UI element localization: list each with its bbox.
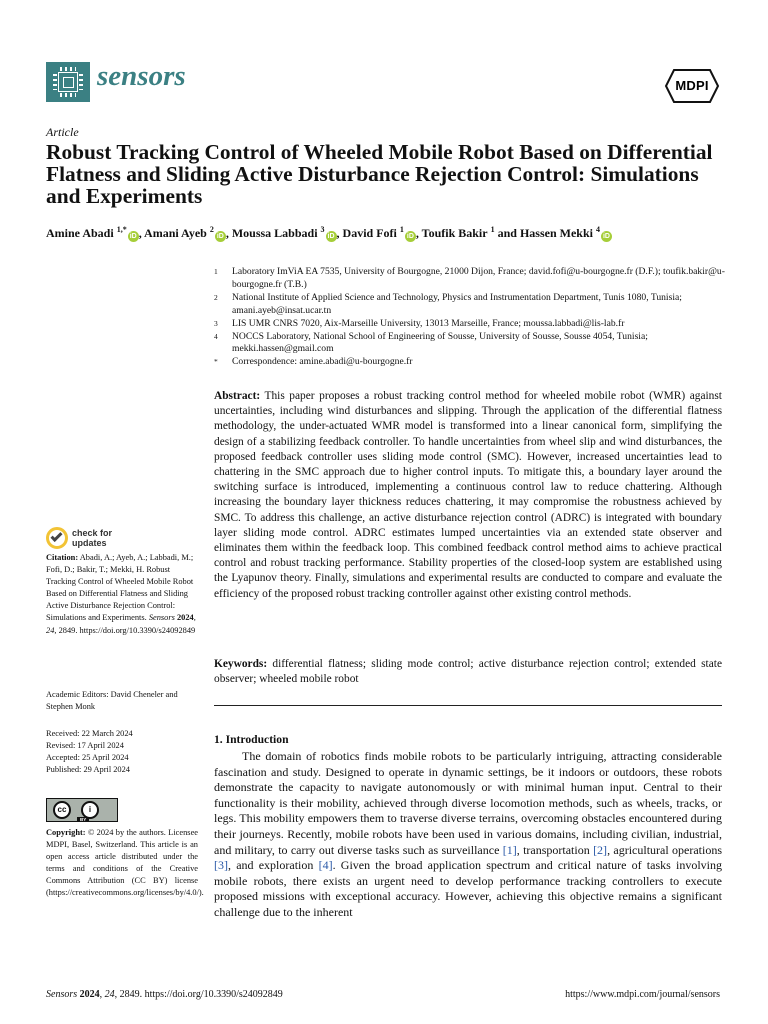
author-list — [46, 226, 746, 242]
body-text: , transportation — [516, 842, 594, 857]
academic-editors: Academic Editors: David Cheneler and Stephen Monk — [46, 690, 178, 712]
author-name[interactable]: Toufik Bakir — [421, 226, 488, 240]
by-label: BY — [77, 817, 89, 822]
section-heading-introduction: 1. Introduction — [214, 733, 289, 746]
introduction-body — [214, 749, 722, 921]
citation-year: 2024 — [176, 613, 194, 623]
affiliations — [214, 266, 734, 369]
abstract-text: This paper proposes a robust tracking control method for wheeled mobile robot (WMR) against uncertainties, including wind disturbances and slipping. Through the application of the differential flatness methodology, the under-actuated WMR model is transformed into a linear canonical form, simplifying the design of a stabilizing feedback controller. To handle uncertainties from wheel slip and wind disturbances, the proposed feedback controller uses sliding mode control (SMC). However, increased uncertainties lead to chattering in the SMC approach due to higher control inputs. To mitigate this, a boundary layer around the switching surface is introduced, implementing a continuous control law to reduce chattering. Although increasing the boundary layer thickness reduces chattering, it may compromise the robustness achieved by SMC. To address this challenge, an active disturbance rejection control (ADRC) is integrated with boundary layer sliding mode control. ADRC estimates lumped uncertainties via an extended state observer and eliminates them within the feedback loop. This combined feedback control method aims to achieve practical control and robust tracking performance. Stability properties of the closed-loop system are established using the Lyapunov theory. Finally, simulations and experimental results are conducted to compare and evaluate the efficiency of the proposed robust tracking controller against other existing control methods. — [214, 390, 722, 600]
author-separator: , — [336, 226, 343, 240]
footer-volume: 24 — [104, 989, 115, 1000]
article-type: Article — [46, 125, 79, 139]
citation-journal: Sensors — [148, 613, 175, 623]
author-separator: , — [415, 226, 422, 240]
body-text: , and exploration — [228, 858, 319, 873]
affiliation-item — [214, 318, 734, 331]
keywords-label: Keywords: — [214, 658, 268, 670]
author-affil-sup: 4 — [595, 225, 600, 234]
body-text: The domain of robotics finds mobile robots to be particularly intriguing, attracting considerable fascination and study. Designed to operate in dynamic settings, be it indoors or outdoors, these robots demonstrate the capacity to navigate autonomously or with minimal human input. Central to their functionality is their mobility, achieved through diverse locomotion methods, such as wheels, tracks, or legs. This mobility empowers them to traverse diverse terrains, overcoming obstacles encountered during their journeys. Recently, mobile robots have been used in various domains, including civilian, industrial, and military, to carry out diverse tasks such as surveillance — [214, 749, 722, 857]
publisher-name: MDPI — [675, 78, 709, 93]
affiliation-item — [214, 331, 734, 357]
keywords — [214, 657, 722, 687]
author-affil-sup: 3 — [320, 225, 325, 234]
orcid-icon[interactable]: iD — [406, 233, 414, 240]
citation-doi-link[interactable]: , 2849. https://doi.org/10.3390/s24092849 — [54, 625, 196, 635]
check-for-updates-button[interactable] — [46, 527, 156, 549]
affiliation-item — [214, 292, 734, 318]
copyright-label: Copyright: — [46, 828, 86, 837]
affiliation-number: 2 — [214, 292, 218, 302]
citation-volume: 24 — [46, 625, 55, 635]
check-updates-label — [72, 528, 112, 548]
body-text: . Given the broad application spectrum and critical nature of tasks involving mobile robots, there exists an urgent need to develop performance tracking controllers to execute proposed missions with exceptional accuracy. However, achieving this objective remains a significant challenge due to the inherent — [214, 858, 722, 919]
paper-title: Robust Tracking Control of Wheeled Mobile Robot Based on Differential Flatness and Sliding Active Disturbance Rejection Control: Simulations and Experiments — [46, 140, 713, 208]
journal-name[interactable]: sensors — [97, 60, 186, 92]
orcid-icon[interactable]: iD — [327, 233, 335, 240]
attribution-person-icon: i — [81, 801, 99, 819]
affiliation-item — [214, 266, 734, 292]
cc-icon: cc — [53, 801, 71, 819]
affiliation-number: 1 — [214, 267, 218, 276]
author-name[interactable]: Hassen Mekki — [519, 226, 593, 240]
citation-link[interactable]: [1] — [502, 842, 517, 857]
abstract-label: Abstract: — [214, 390, 261, 402]
citation-label: Citation: — [46, 553, 79, 562]
copyright-notice — [46, 827, 204, 900]
author-affil-sup: 2 — [209, 225, 214, 234]
author-affil-sup: 1 — [490, 225, 495, 234]
keywords-text: differential flatness; sliding mode control; active disturbance rejection control; extended state observer; wheeled mobile robot — [214, 658, 723, 686]
citation-block: Citation: Abadi, A.; Ayeb, A.; Labbadi, M.; Fofi, D.; Bakir, T.; Mekki, H. Robust Tracking Control of Wheeled Mobile Robot Based on Differential Flatness and Sliding Active Disturbance Rejection Control: Simulations and Experiments. Sensors 2024, 24, 2849. https://doi.org/10.3390/s24092849 — [46, 553, 196, 635]
author-separator: , — [138, 226, 145, 240]
citation-text: Abadi, A.; Ayeb, A.; Labbadi, M.; Fofi, D.; Bakir, T.; Mekki, H. Robust Tracking Control of Wheeled Mobile Robot Based on Differential Flatness and Sliding Active Disturbance Rejection Control: Simulations and Experiments. — [46, 553, 194, 623]
cc-by-license-badge[interactable] — [46, 798, 118, 822]
affiliation-text: LIS UMR CNRS 7020, Aix-Marseille University, 13013 Marseille, France; moussa.labbadi@lis-lab.fr — [232, 317, 625, 329]
abstract — [214, 389, 722, 602]
author-name[interactable]: Amine Abadi — [46, 226, 114, 240]
publication-dates — [46, 728, 198, 776]
citation-link[interactable]: [2] — [593, 842, 608, 857]
introduction-paragraph — [214, 749, 722, 921]
orcid-icon[interactable]: iD — [216, 233, 224, 240]
affiliation-number: * — [214, 357, 218, 367]
author-name[interactable]: Amani Ayeb — [144, 226, 207, 240]
check-updates-line-1: check for — [72, 528, 113, 538]
correspondence — [214, 356, 734, 369]
affiliation-number: 4 — [214, 331, 218, 341]
date-received: Received: 22 March 2024 — [46, 729, 133, 738]
affiliation-text: NOCCS Laboratory, National School of Engineering of Sousse, University of Sousse, Sousse 4054, Tunisia; mekki.hassen@gmail.com — [232, 330, 648, 355]
affiliation-number: 3 — [214, 318, 218, 328]
date-accepted: Accepted: 25 April 2024 — [46, 753, 129, 763]
journal-logo-icon — [46, 62, 90, 102]
author-name[interactable]: David Fofi — [342, 226, 397, 240]
footer-year: 2024 — [79, 989, 100, 1000]
citation-link[interactable]: [4] — [318, 858, 333, 873]
affiliation-text: Laboratory ImViA EA 7535, University of Bourgogne, 21000 Dijon, France; david.fofi@u-bourgogne.fr (D.F.); toufik.bakir@u-bourgogne.fr (T.B.) — [232, 266, 725, 290]
author-and: and — [494, 226, 520, 240]
check-updates-line-2: updates — [72, 538, 107, 548]
footer-doi-link[interactable]: , 2849. https://doi.org/10.3390/s24092849 — [114, 989, 283, 1000]
author-affil-sup: 1,* — [116, 225, 127, 234]
date-published: Published: 29 April 2024 — [46, 765, 130, 775]
footer-citation: Sensors 2024, 24, 2849. https://doi.org/10.3390/s24092849 — [46, 989, 283, 1000]
author-affil-sup: 1 — [399, 225, 404, 234]
footer-journal-url[interactable]: https://www.mdpi.com/journal/sensors — [565, 989, 720, 1000]
copyright-text: © 2024 by the authors. Licensee MDPI, Basel, Switzerland. This article is an open access article distributed under the terms and conditions of the Creative Commons Attribution (CC BY) license (https://creativecommons.org/licenses/by/4.0/). — [46, 828, 204, 898]
author-name[interactable]: Moussa Labbadi — [231, 226, 318, 240]
orcid-icon[interactable]: iD — [129, 233, 137, 240]
citation-link[interactable]: [3] — [214, 858, 228, 873]
affiliation-text: Correspondence: amine.abadi@u-bourgogne.fr — [232, 356, 413, 368]
date-revised: Revised: 17 April 2024 — [46, 741, 124, 751]
author-separator: , — [225, 226, 232, 240]
body-text: , agricultural operations — [607, 842, 723, 857]
affiliation-text: National Institute of Applied Science and Technology, Physics and Instrumentation Department, Tunis 1080, Tunisia; amani.ayeb@insat.ucar.tn — [232, 291, 682, 316]
footer-journal: Sensors — [46, 989, 78, 1000]
orcid-icon[interactable]: iD — [602, 233, 610, 240]
publisher-logo[interactable] — [664, 68, 720, 104]
section-divider — [214, 705, 722, 706]
